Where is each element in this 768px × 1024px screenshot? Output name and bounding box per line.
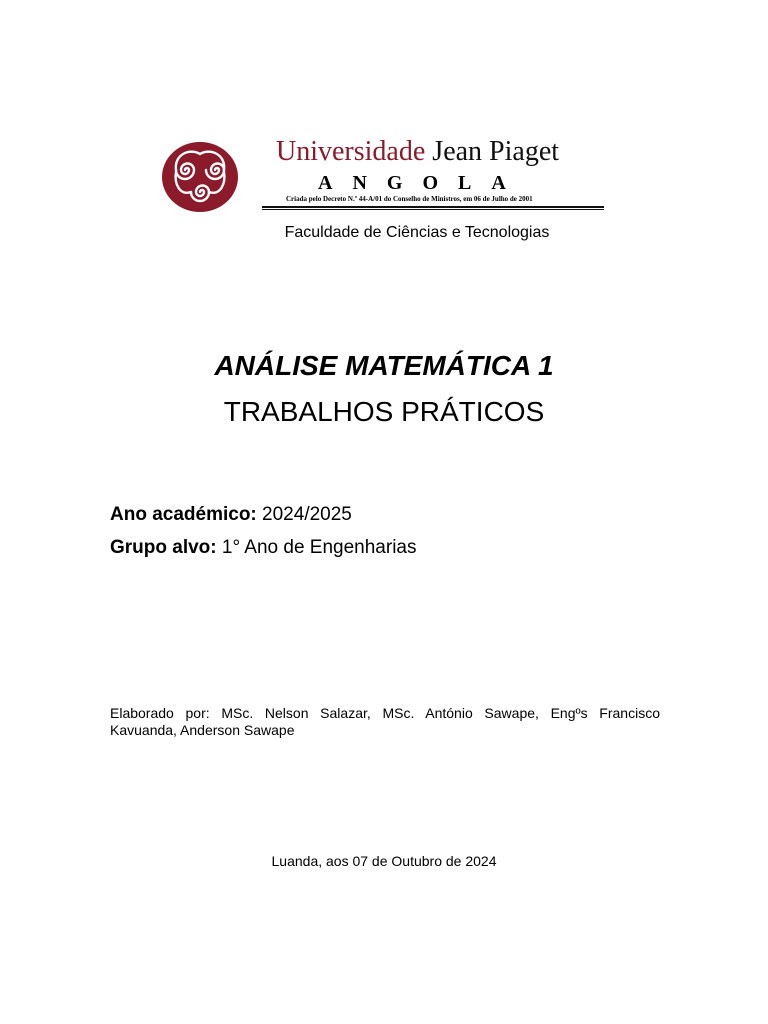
document-subtitle: TRABALHOS PRÁTICOS [223,396,545,427]
decree-text: Criada pelo Decreto N.º 44-A/01 do Conselho de Ministros, em 06 de Julho de 2001 [286,195,533,203]
triskelion-logo-icon [160,140,240,214]
faculty-name: Faculdade de Ciências e Tecnologias [284,224,550,241]
target-group [110,535,417,561]
place-and-date: Luanda, aos 07 de Outubro de 2024 [271,853,497,869]
university-name-second: Jean Piaget [432,136,560,167]
authors: Elaborado por: MSc. Nelson Salazar, MSc. António Sawape, Engºs Francisco Kavuanda, Anderson Sawape [110,705,660,738]
course-title: ANÁLISE MATEMÁTICA 1 [214,350,554,381]
target-group-label: Grupo alvo: [110,537,217,558]
university-country: ANGOLA [318,172,526,194]
academic-year-label: Ano académico: [110,504,257,525]
header-divider-thin [262,209,604,210]
academic-year [110,502,352,528]
university-name [276,134,559,170]
header-divider [262,206,604,208]
university-name-first: Universidade [276,136,426,167]
academic-year-value: 2024/2025 [262,504,352,525]
target-group-value: 1° Ano de Engenharias [221,537,417,558]
